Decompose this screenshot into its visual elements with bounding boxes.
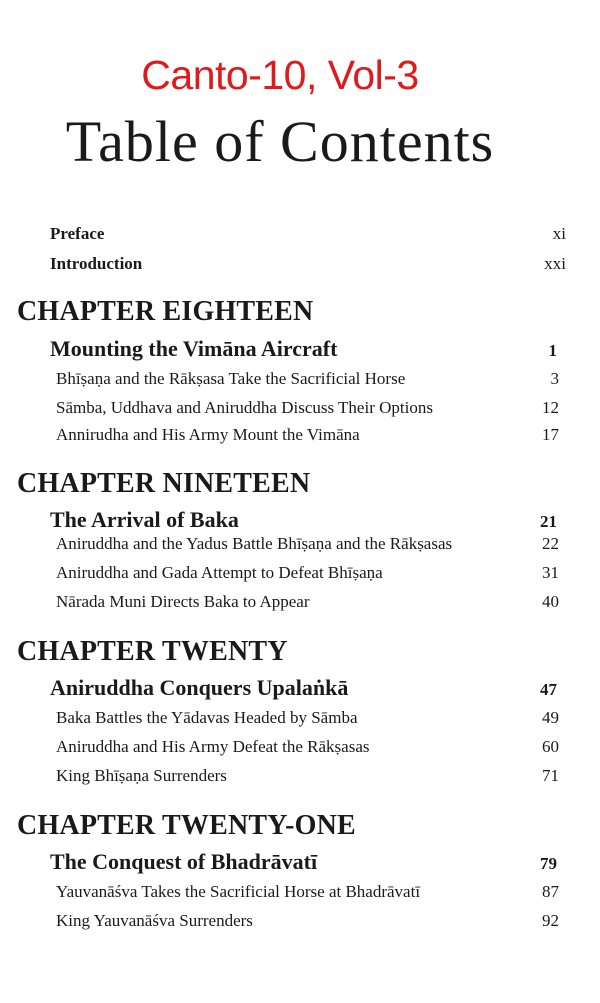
section-entry[interactable]	[56, 882, 559, 902]
page-number: 92	[542, 911, 559, 930]
section-label: Aniruddha and Gada Attempt to Defeat Bhīṣaṇa	[56, 563, 383, 582]
page-number: 87	[542, 882, 559, 901]
toc-entry-preface[interactable]	[50, 224, 566, 244]
chapter-heading: CHAPTER TWENTY	[17, 636, 288, 667]
chapter-title-entry[interactable]	[50, 336, 557, 362]
chapter-title: The Conquest of Bhadrāvatī	[50, 849, 318, 874]
page-number: 79	[540, 854, 557, 873]
page-number: 40	[542, 592, 559, 611]
section-entry[interactable]	[56, 534, 559, 554]
page-number: 71	[542, 766, 559, 785]
chapter-title-entry[interactable]	[50, 507, 557, 533]
page-number: xxi	[544, 254, 566, 273]
section-entry[interactable]	[56, 592, 559, 612]
chapter-heading: CHAPTER TWENTY-ONE	[17, 810, 356, 841]
entry-label: Introduction	[50, 254, 143, 273]
chapter-title: The Arrival of Baka	[50, 507, 239, 532]
canto-label: Canto-10, Vol-3	[141, 52, 419, 98]
page-number: 3	[550, 369, 559, 388]
page-number: 12	[542, 398, 559, 417]
section-entry[interactable]	[56, 766, 559, 786]
page-number: 17	[542, 425, 559, 444]
page-number: 22	[542, 534, 559, 553]
chapter-title: Aniruddha Conquers Upalaṅkā	[50, 675, 349, 700]
section-label: Yauvanāśva Takes the Sacrificial Horse at Bhadrāvatī	[56, 882, 421, 901]
section-label: King Yauvanāśva Surrenders	[56, 911, 253, 930]
section-label: Aniruddha and His Army Defeat the Rākṣasas	[56, 737, 370, 756]
page-number: xi	[552, 224, 566, 243]
chapter-heading: CHAPTER EIGHTEEN	[17, 296, 314, 327]
page-number: 1	[548, 341, 557, 360]
section-label: Aniruddha and the Yadus Battle Bhīṣaṇa and the Rākṣasas	[56, 534, 453, 553]
section-label: Nārada Muni Directs Baka to Appear	[56, 592, 310, 611]
chapter-title-entry[interactable]	[50, 675, 557, 701]
page-number: 60	[542, 737, 559, 756]
page-number: 49	[542, 708, 559, 727]
section-label: Baka Battles the Yādavas Headed by Sāmba	[56, 708, 358, 727]
page-number: 31	[542, 563, 559, 582]
page-title: Table of Contents	[65, 109, 495, 174]
section-entry[interactable]	[56, 369, 559, 389]
section-label: Bhīṣaṇa and the Rākṣasa Take the Sacrificial Horse	[56, 369, 406, 388]
chapter-heading: CHAPTER NINETEEN	[17, 468, 311, 499]
section-entry[interactable]	[56, 425, 559, 445]
section-entry[interactable]	[56, 563, 559, 583]
chapter-title: Mounting the Vimāna Aircraft	[50, 336, 338, 361]
section-entry[interactable]	[56, 911, 559, 931]
section-entry[interactable]	[56, 398, 559, 418]
section-label: Sāmba, Uddhava and Aniruddha Discuss Their Options	[56, 398, 433, 417]
toc-entry-introduction[interactable]	[50, 254, 566, 274]
chapter-title-entry[interactable]	[50, 849, 557, 875]
section-entry[interactable]	[56, 708, 559, 728]
page-number: 47	[540, 680, 557, 699]
section-label: Annirudha and His Army Mount the Vimāna	[56, 425, 360, 444]
section-label: King Bhīṣaṇa Surrenders	[56, 766, 227, 785]
page-number: 21	[540, 512, 557, 531]
section-entry[interactable]	[56, 737, 559, 757]
entry-label: Preface	[50, 224, 105, 243]
